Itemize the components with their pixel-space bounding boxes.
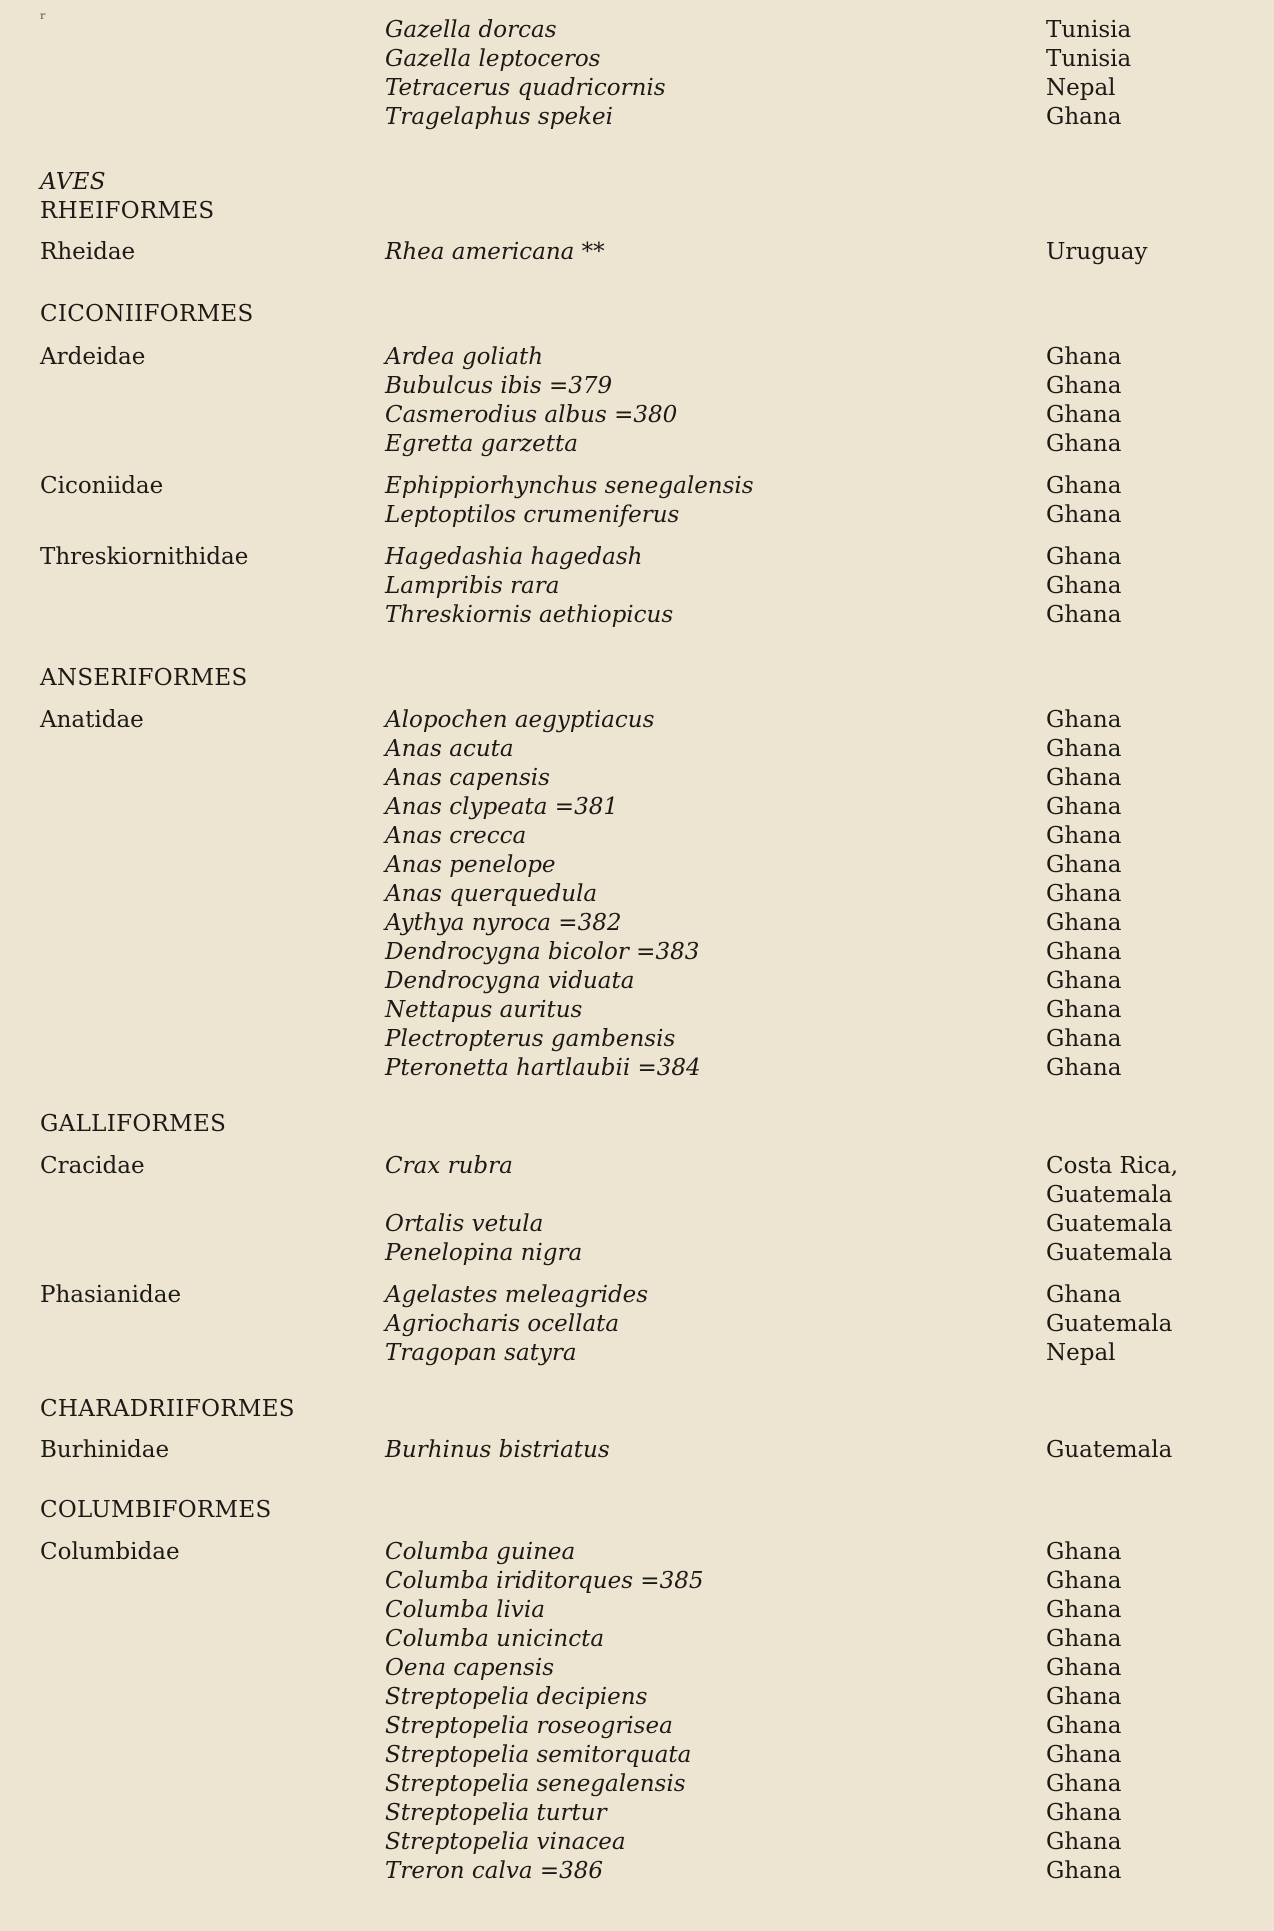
order-heading-row <box>0 1496 1274 1524</box>
corner-mark: ʳ <box>40 9 47 30</box>
species-name: Dendrocygna viduata <box>385 968 635 994</box>
order-heading-row <box>0 300 1274 328</box>
table-row <box>0 372 1274 400</box>
family-name: Phasianidae <box>40 1282 182 1308</box>
country-name: Ghana <box>1046 573 1122 599</box>
taxon-heading: RHEIFORMES <box>40 198 215 224</box>
taxon-heading: COLUMBIFORMES <box>40 1497 272 1523</box>
species-name: Columba livia <box>385 1597 545 1623</box>
species-name: Lampribis rara <box>385 573 560 599</box>
table-row <box>0 501 1274 529</box>
species-name: Tragelaphus spekei <box>385 104 613 130</box>
country-name: Ghana <box>1046 736 1122 762</box>
species-name: Casmerodius albus =380 <box>385 402 678 428</box>
country-name: Ghana <box>1046 794 1122 820</box>
species-name: Streptopelia semitorquata <box>385 1742 692 1768</box>
country-name: Ghana <box>1046 1829 1122 1855</box>
species-name: Alopochen aegyptiacus <box>385 707 655 733</box>
species-name: Columba iriditorques =385 <box>385 1568 704 1594</box>
country-name: Ghana <box>1046 968 1122 994</box>
table-row <box>0 1281 1274 1309</box>
table-row <box>0 938 1274 966</box>
country-name: Ghana <box>1046 431 1122 457</box>
table-row <box>0 601 1274 629</box>
family-name: Threskiornithidae <box>40 544 249 570</box>
order-heading-row <box>0 1395 1274 1423</box>
species-name: Crax rubra <box>385 1153 513 1179</box>
species-name: Gazella dorcas <box>385 17 557 43</box>
country-name: Ghana <box>1046 602 1122 628</box>
country-name: Ghana <box>1046 881 1122 907</box>
country-name: Guatemala <box>1046 1211 1173 1237</box>
species-name: Rhea americana ** <box>385 239 605 265</box>
country-name: Ghana <box>1046 1282 1122 1308</box>
table-row <box>0 572 1274 600</box>
species-name: Anas capensis <box>385 765 550 791</box>
species-name: Dendrocygna bicolor =383 <box>385 939 700 965</box>
taxon-heading: ANSERIFORMES <box>40 665 248 691</box>
table-row <box>0 1596 1274 1624</box>
species-name: Tetracerus quadricornis <box>385 75 666 101</box>
table-row <box>0 45 1274 73</box>
table-row <box>0 1210 1274 1238</box>
table-row <box>0 880 1274 908</box>
family-name: Ardeidae <box>40 344 146 370</box>
species-name: Aythya nyroca =382 <box>385 910 622 936</box>
table-row <box>0 103 1274 131</box>
table-row <box>0 851 1274 879</box>
species-name: Ortalis vetula <box>385 1211 544 1237</box>
species-name: Egretta garzetta <box>385 431 578 457</box>
species-name: Anas clypeata =381 <box>385 794 618 820</box>
table-row <box>0 706 1274 734</box>
species-name: Streptopelia vinacea <box>385 1829 626 1855</box>
table-row <box>0 1712 1274 1740</box>
table-row <box>0 1654 1274 1682</box>
species-name: Columba guinea <box>385 1539 576 1565</box>
family-name: Cracidae <box>40 1153 145 1179</box>
country-name: Ghana <box>1046 1771 1122 1797</box>
table-row <box>0 1436 1274 1464</box>
country-name: Guatemala <box>1046 1311 1173 1337</box>
country-name: Ghana <box>1046 1539 1122 1565</box>
species-name: Agriocharis ocellata <box>385 1311 620 1337</box>
taxon-heading: CICONIIFORMES <box>40 301 254 327</box>
table-row <box>0 764 1274 792</box>
species-name: Plectropterus gambensis <box>385 1026 676 1052</box>
table-row <box>0 735 1274 763</box>
table-row <box>0 238 1274 266</box>
taxon-heading: GALLIFORMES <box>40 1111 227 1137</box>
table-row <box>0 793 1274 821</box>
species-name: Oena capensis <box>385 1655 555 1681</box>
table-row <box>0 1339 1274 1367</box>
table-row <box>0 996 1274 1024</box>
species-name: Anas crecca <box>385 823 527 849</box>
family-name: Rheidae <box>40 239 136 265</box>
table-row <box>0 1054 1274 1082</box>
country-name: Ghana <box>1046 1026 1122 1052</box>
table-row <box>0 1181 1274 1209</box>
table-row <box>0 430 1274 458</box>
table-row <box>0 1799 1274 1827</box>
country-name: Ghana <box>1046 997 1122 1023</box>
species-name: Threskiornis aethiopicus <box>385 602 674 628</box>
species-name: Tragopan satyra <box>385 1340 577 1366</box>
country-name: Ghana <box>1046 344 1122 370</box>
country-name: Ghana <box>1046 1742 1122 1768</box>
country-name: Guatemala <box>1046 1240 1173 1266</box>
species-name: Columba unicincta <box>385 1626 605 1652</box>
order-heading-row <box>0 1110 1274 1138</box>
order-heading-row <box>0 197 1274 225</box>
species-name: Streptopelia decipiens <box>385 1684 648 1710</box>
species-name: Streptopelia senegalensis <box>385 1771 686 1797</box>
country-name: Ghana <box>1046 1800 1122 1826</box>
country-name: Ghana <box>1046 852 1122 878</box>
country-name: Ghana <box>1046 1626 1122 1652</box>
country-name: Ghana <box>1046 910 1122 936</box>
species-name: Bubulcus ibis =379 <box>385 373 613 399</box>
table-row <box>0 1625 1274 1653</box>
country-name: Nepal <box>1046 75 1116 101</box>
table-row <box>0 1683 1274 1711</box>
table-row <box>0 1567 1274 1595</box>
taxon-heading: CHARADRIIFORMES <box>40 1396 295 1422</box>
species-name: Streptopelia turtur <box>385 1800 607 1826</box>
table-row <box>0 472 1274 500</box>
table-row <box>0 543 1274 571</box>
species-name: Hagedashia hagedash <box>385 544 643 570</box>
table-row <box>0 1828 1274 1856</box>
country-name: Ghana <box>1046 1684 1122 1710</box>
country-name: Ghana <box>1046 402 1122 428</box>
family-name: Anatidae <box>40 707 144 733</box>
table-row <box>0 1538 1274 1566</box>
table-row <box>0 909 1274 937</box>
species-name: Pteronetta hartlaubii =384 <box>385 1055 701 1081</box>
order-heading-row <box>0 168 1274 196</box>
species-name: Anas acuta <box>385 736 514 762</box>
table-row <box>0 1239 1274 1267</box>
country-name: Guatemala <box>1046 1182 1173 1208</box>
table-row <box>0 1025 1274 1053</box>
species-name: Treron calva =386 <box>385 1858 604 1884</box>
country-name: Ghana <box>1046 939 1122 965</box>
table-row <box>0 1310 1274 1338</box>
species-name: Streptopelia roseogrisea <box>385 1713 673 1739</box>
country-name: Uruguay <box>1046 239 1148 265</box>
country-name: Ghana <box>1046 502 1122 528</box>
family-name: Columbidae <box>40 1539 180 1565</box>
order-heading-row <box>0 664 1274 692</box>
species-name: Agelastes meleagrides <box>385 1282 649 1308</box>
species-name: Anas querquedula <box>385 881 598 907</box>
taxon-heading: AVES <box>40 169 106 195</box>
country-name: Tunisia <box>1046 46 1132 72</box>
table-row <box>0 822 1274 850</box>
country-name: Ghana <box>1046 1858 1122 1884</box>
species-name: Anas penelope <box>385 852 556 878</box>
country-name: Tunisia <box>1046 17 1132 43</box>
country-name: Ghana <box>1046 544 1122 570</box>
species-name: Penelopina nigra <box>385 1240 583 1266</box>
table-row <box>0 343 1274 371</box>
country-name: Ghana <box>1046 104 1122 130</box>
country-name: Ghana <box>1046 1597 1122 1623</box>
country-name: Ghana <box>1046 707 1122 733</box>
species-name: Nettapus auritus <box>385 997 583 1023</box>
country-name: Ghana <box>1046 823 1122 849</box>
table-row <box>0 16 1274 44</box>
country-name: Ghana <box>1046 765 1122 791</box>
country-name: Ghana <box>1046 473 1122 499</box>
table-row <box>0 1857 1274 1885</box>
species-name: Leptoptilos crumeniferus <box>385 502 680 528</box>
table-row <box>0 401 1274 429</box>
country-name: Ghana <box>1046 373 1122 399</box>
species-name: Gazella leptoceros <box>385 46 601 72</box>
family-name: Burhinidae <box>40 1437 170 1463</box>
family-name: Ciconiidae <box>40 473 164 499</box>
country-name: Ghana <box>1046 1055 1122 1081</box>
country-name: Guatemala <box>1046 1437 1173 1463</box>
country-name: Ghana <box>1046 1655 1122 1681</box>
table-row <box>0 1741 1274 1769</box>
species-name: Ardea goliath <box>385 344 544 370</box>
country-name: Costa Rica, <box>1046 1153 1179 1179</box>
species-name: Ephippiorhynchus senegalensis <box>385 473 754 499</box>
country-name: Ghana <box>1046 1713 1122 1739</box>
table-row <box>0 74 1274 102</box>
species-name: Burhinus bistriatus <box>385 1437 610 1463</box>
table-row <box>0 1770 1274 1798</box>
country-name: Nepal <box>1046 1340 1116 1366</box>
table-row <box>0 967 1274 995</box>
country-name: Ghana <box>1046 1568 1122 1594</box>
table-row <box>0 1152 1274 1180</box>
